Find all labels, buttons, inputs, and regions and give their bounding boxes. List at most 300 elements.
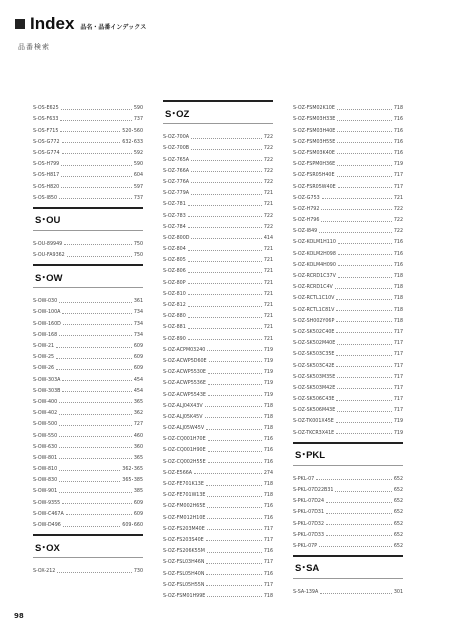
index-entry	[293, 584, 403, 595]
index-entry	[163, 442, 273, 453]
dot-leader	[56, 369, 132, 370]
page-reference: 717	[393, 329, 403, 335]
dot-leader	[207, 518, 261, 519]
index-entry	[293, 515, 403, 526]
page-reference: 716	[393, 150, 403, 156]
page-reference: 734	[133, 321, 143, 327]
dot-leader	[59, 335, 132, 336]
dot-leader	[207, 529, 262, 530]
page-reference: 722	[263, 135, 273, 141]
dot-leader	[188, 306, 262, 307]
index-entry	[163, 431, 273, 442]
part-number: S-OZ-776A	[163, 179, 190, 185]
part-number: S-OS-G774	[33, 150, 60, 156]
index-entry	[293, 178, 403, 189]
part-number: S-OZ-806	[163, 269, 186, 275]
part-number: S-OU-89949	[33, 241, 63, 247]
index-entry	[293, 493, 403, 504]
page-reference: 716	[393, 117, 403, 123]
index-entry	[163, 297, 273, 308]
part-number: S-OS-H820	[33, 184, 60, 190]
part-number: S-OZ-FS203M40E	[163, 526, 205, 532]
part-number: S-OZ-RCTL1C10V	[293, 296, 335, 302]
dot-leader	[206, 485, 262, 486]
section-heading: S･OW	[33, 264, 143, 288]
page-reference: 717	[393, 408, 403, 414]
dot-leader	[321, 221, 391, 222]
page-reference: 609･660	[122, 523, 143, 528]
page-reference: 414	[263, 235, 273, 241]
part-number: S-OZ-FE701K13E	[163, 482, 204, 487]
page-reference: 717	[263, 526, 273, 532]
index-entry	[33, 416, 143, 427]
part-number: S-OZ-ACWP5530E	[163, 370, 206, 376]
part-number: S-OZ-FSM03H33E	[293, 117, 336, 123]
section-heading: S･OU	[33, 207, 143, 231]
page-reference: 718	[263, 593, 273, 599]
dot-leader	[316, 479, 392, 480]
page-reference: 716	[263, 459, 273, 465]
dot-leader	[320, 593, 392, 594]
page-reference: 652	[393, 532, 403, 538]
index-entry	[293, 245, 403, 256]
page-reference: 590	[133, 162, 143, 168]
dot-leader	[336, 355, 391, 356]
index-entry	[33, 461, 143, 472]
part-number: S-OZ-TK001X45E	[293, 419, 334, 425]
page-reference: 716	[263, 571, 273, 577]
index-entry	[163, 163, 273, 174]
page-reference: 721	[263, 247, 273, 253]
dot-leader	[188, 261, 262, 262]
part-number: S-OZ-812	[163, 303, 186, 308]
index-entry	[163, 453, 273, 464]
part-number: S-OZ-ACWP5536E	[163, 381, 206, 387]
page-reference: 721	[263, 303, 273, 308]
dot-leader	[61, 176, 132, 177]
part-number: S-OS-F633	[33, 117, 59, 123]
dot-leader	[188, 216, 262, 217]
part-number: S-OZ-766A	[163, 168, 190, 174]
dot-leader	[322, 198, 392, 199]
index-entry	[293, 357, 403, 368]
dot-leader	[191, 238, 261, 239]
dot-leader	[62, 313, 131, 314]
dot-leader	[191, 171, 262, 172]
index-entry	[33, 360, 143, 371]
part-number: S-OZ-SK502M40E	[293, 341, 336, 347]
dot-leader	[206, 585, 261, 586]
dot-leader	[208, 395, 262, 396]
index-entry	[163, 409, 273, 420]
page-reference: 604	[133, 173, 143, 179]
part-number: S-OZ-ACWP5D60E	[163, 358, 207, 364]
part-number: S-OW-D496	[33, 523, 61, 528]
part-number: S-SA-139A	[293, 590, 319, 596]
dot-leader	[60, 131, 120, 132]
part-number: S-OZ-FM012H10E	[163, 515, 206, 521]
page-reference: 460	[133, 433, 143, 439]
section-heading: S･OZ	[163, 100, 273, 124]
dot-leader	[207, 350, 261, 351]
dot-leader	[326, 535, 392, 536]
dot-leader	[205, 417, 262, 418]
page-reference: 716	[393, 251, 403, 257]
part-number: S-OW-25	[33, 355, 55, 361]
part-number: S-OZ-SH002Y06P	[293, 318, 335, 324]
page-reference: 361	[133, 299, 143, 305]
part-number: S-OZ-784	[163, 224, 186, 230]
index-entry	[163, 476, 273, 487]
part-number: S-OZ-ACPM03240	[163, 347, 206, 353]
part-number: S-OZ-RCRD1C37V	[293, 274, 336, 279]
index-entry	[33, 427, 143, 438]
dot-leader	[59, 492, 132, 493]
part-number: S-PKL-07	[293, 476, 315, 482]
page-reference: 718	[393, 318, 403, 324]
part-number: S-OZ-G753	[293, 195, 320, 201]
part-number: S-OZ-FSPM0H36E	[293, 162, 336, 168]
part-number: S-OZ-765A	[163, 157, 190, 163]
part-number: S-OW-550	[33, 433, 58, 439]
page-reference: 365･385	[122, 478, 143, 484]
part-number: S-OZ-CQ001H90E	[163, 448, 206, 454]
part-number: S-OZ-890	[163, 336, 186, 342]
part-number: S-OW-500	[33, 422, 58, 428]
page-reference: 722	[263, 213, 273, 219]
page-reference: 592	[133, 150, 143, 156]
dot-leader	[64, 244, 132, 245]
part-number: S-OZ-880	[163, 314, 186, 320]
page-reference: 722	[263, 224, 273, 230]
dot-leader	[188, 227, 262, 228]
index-entry	[163, 498, 273, 509]
index-entry	[33, 293, 143, 304]
page-reference: 722	[393, 206, 403, 212]
index-entry	[163, 174, 273, 185]
dot-leader	[336, 422, 392, 423]
index-entry	[163, 543, 273, 554]
page-reference: 717	[393, 374, 403, 380]
dot-leader	[207, 507, 261, 508]
part-number: S-OS-H799	[33, 162, 60, 168]
part-number: S-OW-402	[33, 411, 58, 417]
index-entry	[293, 538, 403, 549]
page-number: 98	[14, 612, 24, 620]
part-number: S-PKL-07D32	[293, 521, 325, 527]
page-reference: 737	[133, 195, 143, 201]
part-number: S-OZ-SK502C40E	[293, 329, 335, 335]
dot-leader	[337, 377, 392, 378]
dot-leader	[337, 165, 392, 166]
page-reference: 360	[133, 444, 143, 450]
index-entry	[163, 196, 273, 207]
dot-leader	[205, 406, 262, 407]
part-number: S-OZ-E566A	[163, 470, 193, 476]
page-reference: 716	[393, 262, 403, 268]
part-number: S-OZ-ALJ05W45V	[163, 426, 205, 432]
dot-leader	[56, 347, 132, 348]
part-number: S-OZ-FSM01H99E	[163, 593, 206, 599]
dot-leader	[191, 160, 262, 161]
dot-leader	[337, 131, 392, 132]
index-entry	[293, 279, 403, 290]
index-entry	[33, 383, 143, 394]
dot-leader	[337, 153, 392, 154]
page-reference: 716	[263, 437, 273, 443]
index-entry	[163, 263, 273, 274]
page-reference: 716	[263, 448, 273, 454]
part-number: S-OS-F715	[33, 128, 59, 134]
page-reference: 717	[393, 363, 403, 369]
index-entry	[293, 122, 403, 133]
index-entry	[163, 375, 273, 386]
index-entry	[163, 487, 273, 498]
part-number: S-OW-830	[33, 478, 58, 484]
dot-leader	[207, 552, 262, 553]
part-number: S-OW-9355	[33, 500, 61, 506]
dot-leader	[191, 194, 262, 195]
part-number: S-OW-400	[33, 399, 58, 405]
dot-leader	[62, 142, 121, 143]
dot-leader	[59, 481, 120, 482]
page-reference: 652	[393, 476, 403, 482]
page-reference: 652	[393, 543, 403, 549]
dot-leader	[338, 243, 392, 244]
dot-leader	[337, 142, 392, 143]
part-number: S-PKL-07D33	[293, 532, 325, 538]
dot-leader	[188, 328, 262, 329]
part-number: S-OZ-FSR05W40E	[293, 184, 336, 190]
index-entry	[33, 100, 143, 111]
dot-leader	[336, 321, 391, 322]
index-entry	[293, 268, 403, 279]
index-column-2	[163, 100, 273, 599]
page-reference: 301	[393, 590, 403, 596]
dot-leader	[191, 149, 262, 150]
dot-leader	[336, 299, 391, 300]
index-entry	[163, 330, 273, 341]
index-entry	[163, 509, 273, 520]
index-entry	[293, 313, 403, 324]
dot-leader	[59, 436, 132, 437]
part-number: S-OZ-FSL03H46N	[163, 560, 205, 566]
part-number: S-OZ-SK506M43E	[293, 408, 336, 414]
dot-leader	[62, 503, 132, 504]
index-entry	[293, 111, 403, 122]
dot-leader	[337, 388, 392, 389]
index-entry	[293, 134, 403, 145]
part-number: S-OZ-TKCR3X41E	[293, 430, 335, 436]
page-reference: 722	[263, 146, 273, 152]
dot-leader	[191, 182, 262, 183]
dot-leader	[209, 361, 262, 362]
page-reference: 719	[393, 162, 403, 168]
dot-leader	[338, 277, 392, 278]
part-number: S-OZ-I849	[293, 229, 318, 235]
page-reference: 719	[393, 430, 403, 436]
page-reference: 718	[263, 426, 273, 432]
part-number: S-OU-FA9362	[33, 253, 65, 259]
page-reference: 717	[393, 352, 403, 358]
index-entry	[163, 565, 273, 576]
part-number: S-OZ-FSL05H40N	[163, 571, 205, 577]
part-number: S-OW-100A	[33, 310, 61, 316]
index-entry	[33, 327, 143, 338]
section-heading: S･OX	[33, 534, 143, 558]
dot-leader	[59, 470, 120, 471]
dot-leader	[59, 414, 132, 415]
index-entry	[33, 450, 143, 461]
part-number: S-OZ-SK506C43E	[293, 397, 335, 403]
page-reference: 590	[133, 106, 143, 112]
index-entry	[163, 353, 273, 364]
index-entry	[293, 145, 403, 156]
page-reference: 722	[263, 157, 273, 163]
page-title: Index	[30, 14, 75, 33]
page-reference: 274	[263, 470, 273, 476]
part-number: S-OZ-RCTL1C81V	[293, 307, 335, 313]
index-entry	[163, 364, 273, 375]
index-entry	[293, 234, 403, 245]
page-reference: 737	[133, 117, 143, 123]
dot-leader	[208, 384, 262, 385]
page-reference: 719	[263, 392, 273, 398]
part-number: S-OW-C467A	[33, 511, 64, 517]
part-number: S-OZ-805	[163, 258, 186, 264]
page-reference: 722	[393, 218, 403, 224]
page-reference: 734	[133, 310, 143, 316]
part-number: S-OW-810	[33, 467, 58, 473]
page-reference: 734	[133, 332, 143, 338]
dot-leader	[59, 402, 132, 403]
dot-leader	[206, 429, 262, 430]
page-reference: 721	[393, 195, 403, 201]
part-number: S-OZ-RCRD1C4V	[293, 285, 333, 291]
index-column-3	[293, 100, 403, 595]
dot-leader	[59, 447, 132, 448]
index-entry	[293, 201, 403, 212]
page-reference: 718	[263, 482, 273, 487]
page-subtitle: 品名・品番インデックス	[80, 24, 147, 31]
part-number: S-OW-26	[33, 366, 55, 372]
index-entry	[293, 156, 403, 167]
index-entry	[163, 521, 273, 532]
page-reference: 730	[133, 569, 143, 575]
index-entry	[163, 588, 273, 599]
dot-leader	[338, 187, 392, 188]
dot-leader	[61, 109, 132, 110]
page-reference: 721	[263, 202, 273, 208]
dot-leader	[194, 473, 262, 474]
dot-leader	[337, 411, 392, 412]
index-entry	[163, 151, 273, 162]
index-entry	[293, 424, 403, 435]
index-entry	[163, 241, 273, 252]
dot-leader	[337, 120, 392, 121]
dot-leader	[326, 502, 392, 503]
page-reference: 365	[133, 455, 143, 461]
dot-leader	[63, 526, 120, 527]
index-entry	[293, 167, 403, 178]
page-header	[15, 14, 146, 34]
dot-leader	[60, 120, 131, 121]
part-number: S-OZ-FM002H65E	[163, 504, 206, 510]
index-entry	[293, 527, 403, 538]
page-reference: 718	[393, 296, 403, 302]
part-number: S-OZ-FSR05H40E	[293, 173, 335, 179]
page-reference: 750	[133, 241, 143, 247]
part-number: S-OZ-CQ001H70E	[163, 437, 206, 443]
index-entry	[33, 494, 143, 505]
dot-leader	[188, 294, 262, 295]
page-reference: 718	[263, 403, 273, 409]
part-number: S-OZ-FSL05H55N	[163, 582, 205, 588]
index-entry	[33, 236, 143, 247]
index-entry	[33, 563, 143, 574]
page-reference: 721	[263, 191, 273, 197]
index-entry	[33, 304, 143, 315]
index-entry	[163, 465, 273, 476]
page-reference: 721	[263, 314, 273, 320]
part-number: S-PKL-07D24	[293, 499, 325, 505]
page-reference: 750	[133, 253, 143, 259]
index-entry	[33, 122, 143, 133]
part-number: S-OZ-SK503M42E	[293, 385, 336, 391]
dot-leader	[61, 187, 132, 188]
part-number: S-OZ-KOLM4H090	[293, 262, 336, 268]
index-entry	[33, 247, 143, 258]
index-entry	[293, 402, 403, 413]
dot-leader	[66, 514, 132, 515]
dot-leader	[326, 513, 392, 514]
section-heading: S･SA	[293, 555, 403, 579]
dot-leader	[62, 153, 132, 154]
page-reference: 609	[133, 366, 143, 372]
index-entry	[163, 129, 273, 140]
index-entry	[293, 257, 403, 268]
dot-leader	[336, 332, 391, 333]
index-entry	[33, 472, 143, 483]
part-number: S-OZ-SK503C35E	[293, 352, 335, 358]
part-number: S-OW-168	[33, 332, 58, 338]
index-entry	[33, 371, 143, 382]
index-entry	[163, 398, 273, 409]
index-entry	[293, 290, 403, 301]
part-number: S-OW-21	[33, 344, 55, 349]
dot-leader	[59, 458, 132, 459]
page-reference: 716	[263, 504, 273, 510]
part-number: S-OZ-KOLM2H098	[293, 251, 336, 257]
index-entry	[163, 185, 273, 196]
dot-leader	[59, 198, 132, 199]
index-entry	[293, 380, 403, 391]
part-number: S-OZ-FS206K55M	[163, 549, 205, 555]
index-entry	[293, 346, 403, 357]
index-entry	[33, 439, 143, 450]
part-number: S-OZ-KOLM1H110	[293, 240, 336, 246]
page-reference: 722	[263, 168, 273, 174]
page-reference: 716	[393, 128, 403, 134]
part-number: S-OS-I850	[33, 195, 58, 201]
page-reference: 652	[393, 488, 403, 493]
dot-leader	[191, 138, 262, 139]
dot-leader	[208, 373, 262, 374]
dot-leader	[67, 256, 132, 257]
index-entry	[33, 405, 143, 416]
index-entry	[293, 324, 403, 335]
index-entry	[163, 386, 273, 397]
